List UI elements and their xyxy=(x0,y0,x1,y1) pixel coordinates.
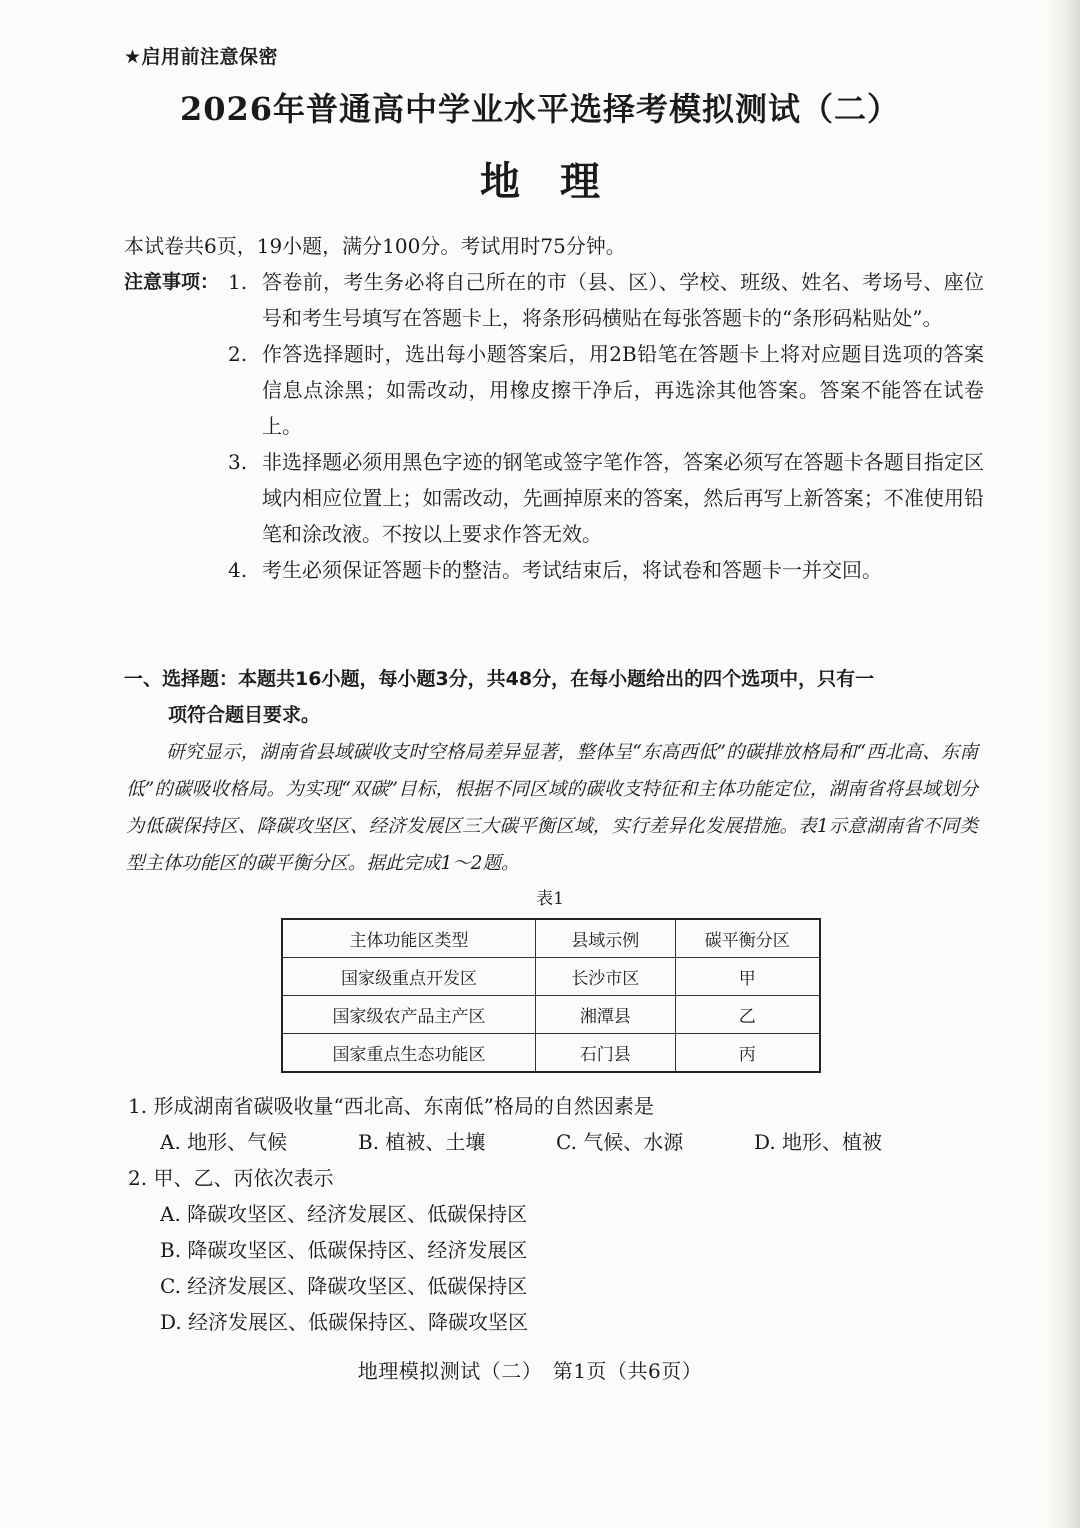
exam-title: 2026年普通高中学业水平选择考模拟测试（二） xyxy=(179,90,901,128)
confidential-notice: ★启用前注意保密 xyxy=(124,46,279,68)
table-header-cell: 县域示例 xyxy=(536,919,675,958)
table-cell: 湘潭县 xyxy=(536,996,675,1034)
note-item xyxy=(124,552,984,588)
option-d: D. 经济发展区、低碳保持区、降碳攻坚区 xyxy=(160,1310,529,1334)
note-item xyxy=(124,444,984,552)
question-2-stem: 2. 甲、乙、丙依次表示 xyxy=(128,1166,334,1190)
section-heading xyxy=(124,661,984,733)
reading-material xyxy=(126,734,978,882)
table-row xyxy=(282,958,820,996)
page-edge-shadow xyxy=(1046,0,1080,1528)
table-header-cell: 主体功能区类型 xyxy=(282,919,536,958)
table-header-row xyxy=(282,919,820,958)
table-cell: 石门县 xyxy=(536,1034,675,1073)
table-row xyxy=(282,1034,820,1073)
note-item xyxy=(124,264,984,336)
table-header-cell: 碳平衡分区 xyxy=(675,919,820,958)
note-number: 1. xyxy=(228,270,248,294)
table-cell: 国家级农产品主产区 xyxy=(282,996,536,1034)
option-c: C. 经济发展区、降碳攻坚区、低碳保持区 xyxy=(160,1274,528,1298)
option-b: B. 植被、土壤 xyxy=(358,1130,486,1154)
option-d: D. 地形、植被 xyxy=(754,1130,883,1154)
table-cell: 乙 xyxy=(675,996,820,1034)
note-item xyxy=(124,336,984,444)
option-c: C. 气候、水源 xyxy=(556,1130,684,1154)
section-heading-line2: 项符合题目要求。 xyxy=(168,704,321,726)
table-cell: 丙 xyxy=(675,1034,820,1073)
notes-label: 注意事项： xyxy=(124,271,220,293)
option-a: A. 地形、气候 xyxy=(160,1130,288,1154)
note-text: 答卷前，考生务必将自己所在的市（县、区）、学校、班级、姓名、考场号、座位号和考生号填写在答题卡上，将条形码横贴在每张答题卡的“条形码粘贴处”。 xyxy=(262,270,984,330)
exam-intro: 本试卷共6页，19小题，满分100分。考试用时75分钟。 xyxy=(124,234,626,258)
carbon-balance-table xyxy=(281,918,821,1073)
section-heading-line1: 一、选择题：本题共16小题，每小题3分，共48分，在每小题给出的四个选项中，只有一 xyxy=(124,668,875,690)
note-number: 4. xyxy=(228,558,248,582)
question-1-stem: 1. 形成湖南省碳吸收量“西北高、东南低”格局的自然因素是 xyxy=(128,1094,654,1118)
table-cell: 甲 xyxy=(675,958,820,996)
table-row xyxy=(282,996,820,1034)
table-caption: 表1 xyxy=(536,889,564,909)
notes-section xyxy=(124,264,984,588)
question-1-options xyxy=(128,1124,988,1160)
table-cell: 国家重点生态功能区 xyxy=(282,1034,536,1073)
material-text: 研究显示，湖南省县域碳收支时空格局差异显著，整体呈“东高西低”的碳排放格局和“西北高、东南低”的碳吸收格局。为实现“双碳”目标，根据不同区域的碳收支特征和主体功能定位，湖南省将县域划分为低碳保持区、降碳攻坚区、经济发展区三大碳平衡区域，实行差异化发展措施。表1示意湖南省不同类型主体功能区的碳平衡分区。据此完成1～2题。 xyxy=(126,742,978,874)
page-footer: 地理模拟测试（二） 第1页（共6页） xyxy=(357,1359,703,1383)
note-number: 2. xyxy=(228,342,248,366)
table-cell: 国家级重点开发区 xyxy=(282,958,536,996)
option-b: B. 降碳攻坚区、低碳保持区、经济发展区 xyxy=(160,1238,528,1262)
note-text: 非选择题必须用黑色字迹的钢笔或签字笔作答，答案必须写在答题卡各题目指定区域内相应位置上；如需改动，先画掉原来的答案，然后再写上新答案；不准使用铅笔和涂改液。不按以上要求作答无效。 xyxy=(262,450,984,546)
note-text: 作答选择题时，选出每小题答案后，用2B铅笔在答题卡上将对应题目选项的答案信息点涂黑；如需改动，用橡皮擦干净后，再选涂其他答案。答案不能答在试卷上。 xyxy=(262,342,984,438)
table-cell: 长沙市区 xyxy=(536,958,675,996)
note-number: 3. xyxy=(228,450,248,474)
option-a: A. 降碳攻坚区、经济发展区、低碳保持区 xyxy=(160,1202,528,1226)
questions-block xyxy=(128,1088,988,1340)
note-text: 考生必须保证答题卡的整洁。考试结束后，将试卷和答题卡一并交回。 xyxy=(262,558,882,582)
subject-title: 地理 xyxy=(480,158,640,205)
